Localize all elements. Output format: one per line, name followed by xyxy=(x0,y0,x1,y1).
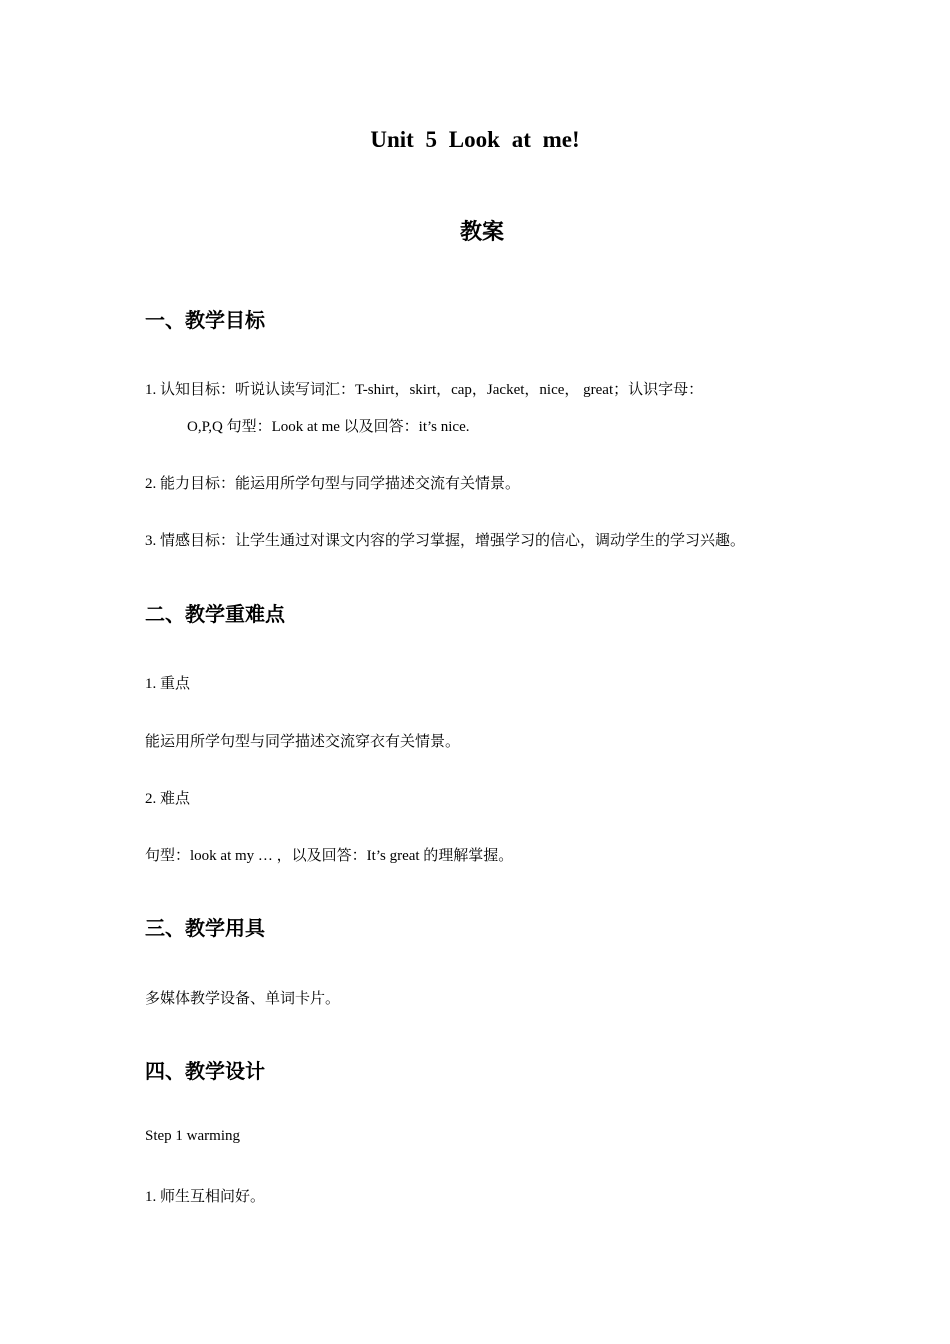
paragraph-cognitive-goal-continued: O,P,Q 句型：Look at me 以及回答：it’s nice. xyxy=(187,419,470,435)
paragraph-difficult-point-text: 句型：look at my … ，以及回答：It’s great 的理解掌握。 xyxy=(145,848,514,864)
paragraph-cognitive-goal: 1. 认知目标：听说认读写词汇：T-shirt，skirt，cap，Jacket，nice， great；认识字母： xyxy=(145,382,704,398)
paragraph-difficult-point-label: 2. 难点 xyxy=(145,791,191,807)
section-heading-design: 四、教学设计 xyxy=(145,1059,265,1083)
section-heading-key-points: 二、教学重难点 xyxy=(145,602,285,626)
paragraph-key-point-label: 1. 重点 xyxy=(145,676,191,692)
document-subtitle: 教案 xyxy=(459,219,504,245)
paragraph-step1-item1: 1. 师生互相问好。 xyxy=(145,1189,266,1205)
paragraph-step1: Step 1 warming xyxy=(145,1128,240,1144)
document-title: Unit 5 Look at me! xyxy=(370,127,580,152)
section-heading-objectives: 一、教学目标 xyxy=(145,308,265,332)
paragraph-tools-text: 多媒体教学设备、单词卡片。 xyxy=(145,991,341,1007)
paragraph-emotional-goal: 3. 情感目标：让学生通过对课文内容的学习掌握，增强学习的信心，调动学生的学习兴趣。 xyxy=(145,533,746,549)
paragraph-key-point-text: 能运用所学句型与同学描述交流穿衣有关情景。 xyxy=(145,734,461,750)
section-heading-tools: 三、教学用具 xyxy=(145,916,265,940)
paragraph-ability-goal: 2. 能力目标：能运用所学句型与同学描述交流有关情景。 xyxy=(145,476,521,492)
